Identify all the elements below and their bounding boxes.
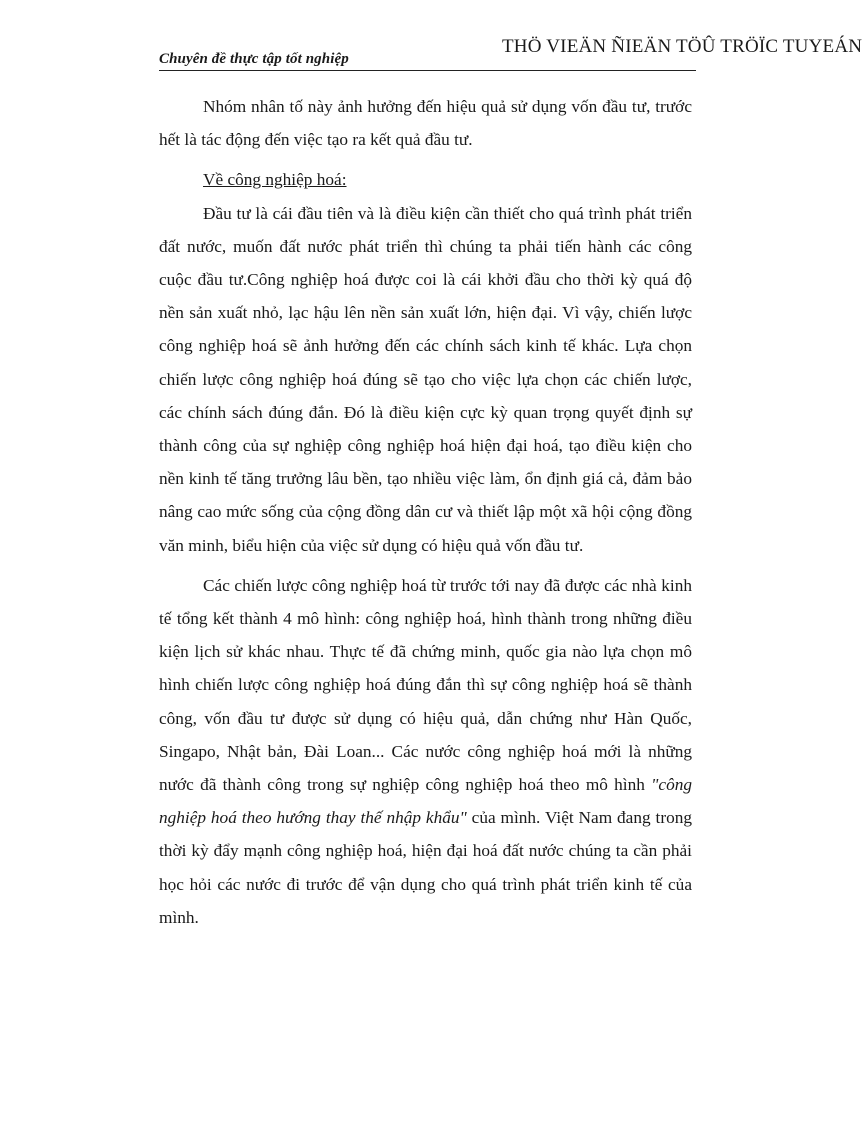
paragraph-strategies-end: của mình. Việt Nam đang trong thời kỳ đẩy mạnh công nghiệp hoá, hiện đại hoá đất nước chúng ta cần phải học hỏi các nước đi trước để vận dụng cho quá trình phát triển kinh tế của mình. bbox=[159, 808, 692, 927]
paragraph-strategies-text: Các chiến lược công nghiệp hoá từ trước tới nay đã được các nhà kinh tế tổng kết thành 4 mô hình: công nghiệp hoá, hình thành trong những điều kiện lịch sử khác nhau. Thực tế đã chứng minh, quốc gia nào lựa chọn mô hình chiến lược công nghiệp hoá đúng đắn thì sự công nghiệp hoá sẽ thành công, vốn đầu tư được sử dụng có hiệu quả, dẫn chứng như Hàn Quốc, Singapo, Nhật bản, Đài Loan... Các nước công nghiệp hoá mới là những nước đã thành công trong sự nghiệp công nghiệp hoá theo mô hình bbox=[159, 575, 692, 795]
paragraph-intro: Nhóm nhân tố này ảnh hưởng đến hiệu quả sử dụng vốn đầu tư, trước hết là tác động đến việc tạo ra kết quả đầu tư. bbox=[159, 97, 692, 150]
page-header bbox=[159, 30, 862, 71]
subheading-text: Về công nghiệp hoá: bbox=[203, 170, 347, 190]
paragraph-investment-role: Đầu tư là cái đầu tiên và là điều kiện cần thiết cho quá trình phát triển đất nước, muốn đất nước phát triển thì chúng ta phải tiến hành các công cuộc đầu tư.Công nghiệp hoá được coi là cái khởi đầu cho thời kỳ quá độ nền sản xuất nhỏ, lạc hậu lên nền sản xuất lớn, hiện đại. Vì vậy, chiến lược công nghiệp hoá sẽ ảnh hưởng đến các chính sách kinh tế khác. Lựa chọn chiến lược công nghiệp hoá đúng sẽ tạo cho việc lựa chọn các chiến lược, các chính sách đúng đắn. Đó là điều kiện cực kỳ quan trọng quyết định sự thành công của sự nghiệp công nghiệp hoá hiện đại hoá, tạo điều kiện cho nền kinh tế tăng trưởng lâu bền, tạo nhiều việc làm, ổn định giá cả, đảm bảo nâng cao mức sống của cộng đồng dân cư và thiết lập một xã hội cộng đồng văn minh, biểu hiện của việc sử dụng có hiệu quả vốn đầu tư. bbox=[159, 203, 692, 555]
library-watermark: THÖ VIEÄN ÑIEÄN TÖÛ TRÖÏC TUYEÁN bbox=[502, 36, 862, 57]
paragraph-strategies bbox=[159, 569, 692, 934]
document-title: Chuyên đề thực tập tốt nghiệp bbox=[159, 51, 349, 67]
page-body bbox=[159, 90, 692, 941]
quoted-model-name: "công nghiệp hoá theo hướng thay thế nhập khẩu" bbox=[159, 775, 692, 828]
subheading-industrialization bbox=[159, 163, 692, 196]
